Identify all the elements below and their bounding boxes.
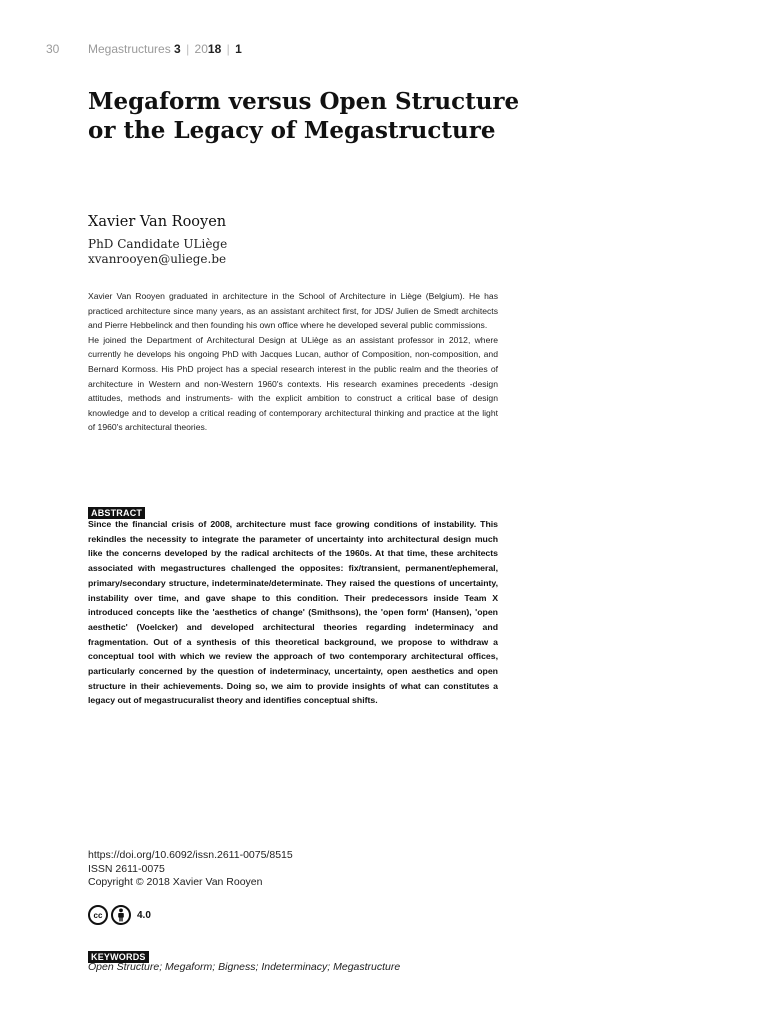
author-position: PhD Candidate ULiège — [88, 237, 228, 251]
doi-link[interactable]: https://doi.org/10.6092/issn.2611-0075/8515 — [88, 849, 293, 861]
header-separator: | — [226, 42, 230, 56]
article-title — [88, 87, 528, 145]
journal-name: Megastructures — [88, 42, 171, 56]
copyright: Copyright © 2018 Xavier Van Rooyen — [88, 876, 263, 888]
person-icon — [111, 905, 131, 925]
person-icon-glyph — [115, 908, 127, 922]
author-bio — [88, 289, 498, 435]
journal-volume: 3 — [174, 42, 181, 56]
bio-paragraph: Xavier Van Rooyen graduated in architecture in the School of Architecture in Liège (Belgium). He has practiced architecture since many years, as an assistant architect first, for JDS/ Julien de Smedt architects and Pierre Hebbelinck and then founding his own office where he developed several public commissions. — [88, 291, 498, 331]
journal-issue: 1 — [235, 42, 242, 56]
cc-license[interactable] — [88, 903, 151, 927]
keywords-badge: KEYWORDS — [88, 951, 149, 963]
keywords-list: Open Structure; Megaform; Bigness; Indeterminacy; Megastructure — [88, 961, 401, 973]
publication-info — [88, 849, 293, 890]
abstract-text: Since the financial crisis of 2008, architecture must face growing conditions of instability. This rekindles the necessity to integrate the parameter of uncertainty into architectural design much like the concerns developed by the radical architects of the 1960s. At that time, these architects associated with megastructures challenged the opposites: fix/transient, permanent/ephemeral, primary/secondary structure, indeterminate/determinate. They raised the questions of uncertainty, instability over time, and gave shape to this condition. Their predecessors inside Team X introduced concepts like the 'aesthetics of change' (Smithsons), the 'open form' (Hansen), 'open aesthetic' (Voelcker) and developed architectural theories regarding indeterminacy and fragmentation. Out of a synthesis of this theoretical background, we propose to withdraw a conceptual tool with which we review the approach of two contemporary architectural offices, particularly concerned by the question of indeterminacy, uncertainty, open aesthetics and open structure in their achievements. Doing so, we aim to provide insights of what can constitutes a legacy out of megastrucuralist theory and identifies conceptual shifts. — [88, 519, 498, 706]
issn: ISSN 2611-0075 — [88, 862, 165, 875]
abstract-badge: ABSTRACT — [88, 507, 145, 519]
header-separator: | — [186, 42, 190, 56]
cc-icon: cc — [88, 905, 108, 925]
title-line-1: Megaform versus Open Structure — [88, 88, 520, 115]
author-name: Xavier Van Rooyen — [88, 214, 227, 230]
title-line-2: or the Legacy of Megastructure — [88, 117, 496, 144]
journal-year-suffix: 18 — [207, 42, 222, 56]
author-affiliation — [88, 237, 227, 267]
journal-header — [88, 42, 242, 56]
bio-paragraph: He joined the Department of Architectural Design at ULiège as an assistant professor in 2012, where currently he develops his ongoing PhD with Jacques Lucan, author of Composition, non-composition, and Bernard Kormoss. His PhD project has a special research interest in the public realm and the theories of architecture in Western and non-Western 1960's contexts. His research examines precedents -design attitudes, methods and instruments- with the explicit ambition to construct a critical base of design knowledge and to develop a critical reading of contemporary architectural thinking and practice at the light of 1960's architectural theories. — [88, 334, 498, 433]
journal-year-prefix: 20 — [194, 42, 208, 56]
page-number: 30 — [46, 42, 60, 56]
author-email[interactable]: xvanrooyen@uliege.be — [88, 252, 227, 266]
license-version: 4.0 — [137, 909, 151, 921]
